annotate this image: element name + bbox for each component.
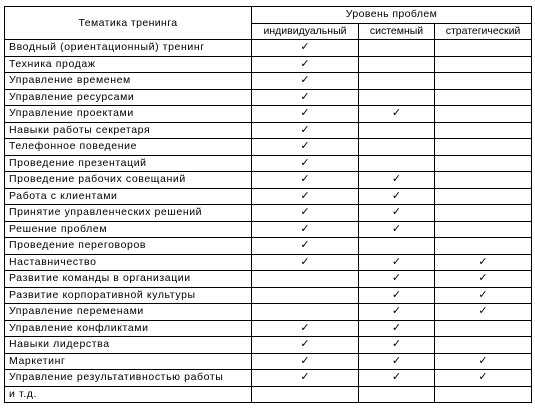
check-cell-system: ✓ xyxy=(359,287,435,304)
topic-cell: Развитие команды в организации xyxy=(5,271,252,288)
check-cell-individual: ✓ xyxy=(252,172,359,189)
check-cell-system xyxy=(359,139,435,156)
level-header-system: системный xyxy=(359,23,435,40)
topic-cell: Развитие корпоративной культуры xyxy=(5,287,252,304)
check-cell-system: ✓ xyxy=(359,254,435,271)
check-cell-individual: ✓ xyxy=(252,221,359,238)
table-row xyxy=(5,122,532,139)
check-cell-strategic xyxy=(435,386,532,403)
check-cell-system xyxy=(359,386,435,403)
topic-column-header: Тематика тренинга xyxy=(5,7,252,40)
level-header-strategic: стратегический xyxy=(435,23,532,40)
table-row xyxy=(5,56,532,73)
check-cell-strategic: ✓ xyxy=(435,271,532,288)
check-cell-individual xyxy=(252,304,359,321)
check-cell-strategic xyxy=(435,122,532,139)
check-cell-individual: ✓ xyxy=(252,337,359,354)
table-row xyxy=(5,337,532,354)
check-cell-strategic: ✓ xyxy=(435,353,532,370)
check-cell-system: ✓ xyxy=(359,172,435,189)
topic-cell: Работа с клиентами xyxy=(5,188,252,205)
topic-cell: Маркетинг xyxy=(5,353,252,370)
check-cell-individual xyxy=(252,271,359,288)
topic-cell: Телефонное поведение xyxy=(5,139,252,156)
check-cell-system xyxy=(359,238,435,255)
check-cell-individual: ✓ xyxy=(252,106,359,123)
topic-cell: Принятие управленческих решений xyxy=(5,205,252,222)
check-cell-strategic xyxy=(435,188,532,205)
table-row xyxy=(5,386,532,403)
check-cell-strategic xyxy=(435,155,532,172)
check-cell-strategic xyxy=(435,320,532,337)
topic-cell: Управление конфликтами xyxy=(5,320,252,337)
topic-cell: Проведение переговоров xyxy=(5,238,252,255)
table-row xyxy=(5,353,532,370)
check-cell-system: ✓ xyxy=(359,304,435,321)
check-cell-strategic: ✓ xyxy=(435,287,532,304)
check-cell-strategic xyxy=(435,139,532,156)
check-cell-individual xyxy=(252,386,359,403)
check-cell-system xyxy=(359,155,435,172)
level-header-individual: индивидуальный xyxy=(252,23,359,40)
topic-cell: Управление проектами xyxy=(5,106,252,123)
check-cell-individual: ✓ xyxy=(252,205,359,222)
table-row xyxy=(5,188,532,205)
topic-cell: Управление переменами xyxy=(5,304,252,321)
check-cell-system: ✓ xyxy=(359,271,435,288)
table-row xyxy=(5,205,532,222)
table-row xyxy=(5,238,532,255)
check-cell-system: ✓ xyxy=(359,320,435,337)
problem-level-header: Уровень проблем xyxy=(252,7,532,24)
topic-cell: Проведение рабочих совещаний xyxy=(5,172,252,189)
topic-cell: Техника продаж xyxy=(5,56,252,73)
check-cell-system: ✓ xyxy=(359,370,435,387)
topic-cell: Навыки лидерства xyxy=(5,337,252,354)
training-topics-table xyxy=(4,6,532,403)
table-row xyxy=(5,172,532,189)
check-cell-system xyxy=(359,89,435,106)
check-cell-system xyxy=(359,73,435,90)
check-cell-individual: ✓ xyxy=(252,122,359,139)
check-cell-individual: ✓ xyxy=(252,320,359,337)
check-cell-individual: ✓ xyxy=(252,188,359,205)
table-row xyxy=(5,271,532,288)
header-row-top xyxy=(5,7,532,24)
topic-cell: Управление результативностью работы xyxy=(5,370,252,387)
check-cell-strategic xyxy=(435,106,532,123)
check-cell-system xyxy=(359,122,435,139)
check-cell-individual: ✓ xyxy=(252,73,359,90)
topic-cell: и т.д. xyxy=(5,386,252,403)
check-cell-individual: ✓ xyxy=(252,238,359,255)
check-cell-strategic xyxy=(435,73,532,90)
check-cell-strategic xyxy=(435,40,532,57)
topic-cell: Наставничество xyxy=(5,254,252,271)
table-row xyxy=(5,106,532,123)
check-cell-strategic: ✓ xyxy=(435,304,532,321)
check-cell-individual: ✓ xyxy=(252,56,359,73)
table-row xyxy=(5,304,532,321)
topic-cell: Управление ресурсами xyxy=(5,89,252,106)
check-cell-individual: ✓ xyxy=(252,139,359,156)
topic-cell: Проведение презентаций xyxy=(5,155,252,172)
topic-cell: Решение проблем xyxy=(5,221,252,238)
check-cell-system: ✓ xyxy=(359,106,435,123)
check-cell-individual xyxy=(252,287,359,304)
check-cell-system: ✓ xyxy=(359,353,435,370)
check-cell-strategic xyxy=(435,56,532,73)
table-row xyxy=(5,139,532,156)
check-cell-strategic xyxy=(435,238,532,255)
check-cell-system xyxy=(359,56,435,73)
topic-cell: Вводный (ориентационный) тренинг xyxy=(5,40,252,57)
check-cell-system: ✓ xyxy=(359,188,435,205)
check-cell-system: ✓ xyxy=(359,205,435,222)
check-cell-strategic xyxy=(435,172,532,189)
check-cell-individual: ✓ xyxy=(252,353,359,370)
check-cell-strategic: ✓ xyxy=(435,254,532,271)
check-cell-strategic xyxy=(435,205,532,222)
check-cell-strategic: ✓ xyxy=(435,370,532,387)
check-cell-individual: ✓ xyxy=(252,370,359,387)
table-body xyxy=(5,40,532,403)
table-row xyxy=(5,155,532,172)
check-cell-system: ✓ xyxy=(359,221,435,238)
check-cell-individual: ✓ xyxy=(252,89,359,106)
topic-cell: Управление временем xyxy=(5,73,252,90)
check-cell-individual: ✓ xyxy=(252,40,359,57)
check-cell-system xyxy=(359,40,435,57)
table-row xyxy=(5,370,532,387)
table-row xyxy=(5,73,532,90)
table-row xyxy=(5,89,532,106)
topic-cell: Навыки работы секретаря xyxy=(5,122,252,139)
table-row xyxy=(5,40,532,57)
check-cell-strategic xyxy=(435,89,532,106)
check-cell-individual: ✓ xyxy=(252,155,359,172)
check-cell-strategic xyxy=(435,221,532,238)
check-cell-individual: ✓ xyxy=(252,254,359,271)
table-row xyxy=(5,287,532,304)
table-row xyxy=(5,320,532,337)
table-row xyxy=(5,221,532,238)
check-cell-strategic xyxy=(435,337,532,354)
table-row xyxy=(5,254,532,271)
check-cell-system: ✓ xyxy=(359,337,435,354)
